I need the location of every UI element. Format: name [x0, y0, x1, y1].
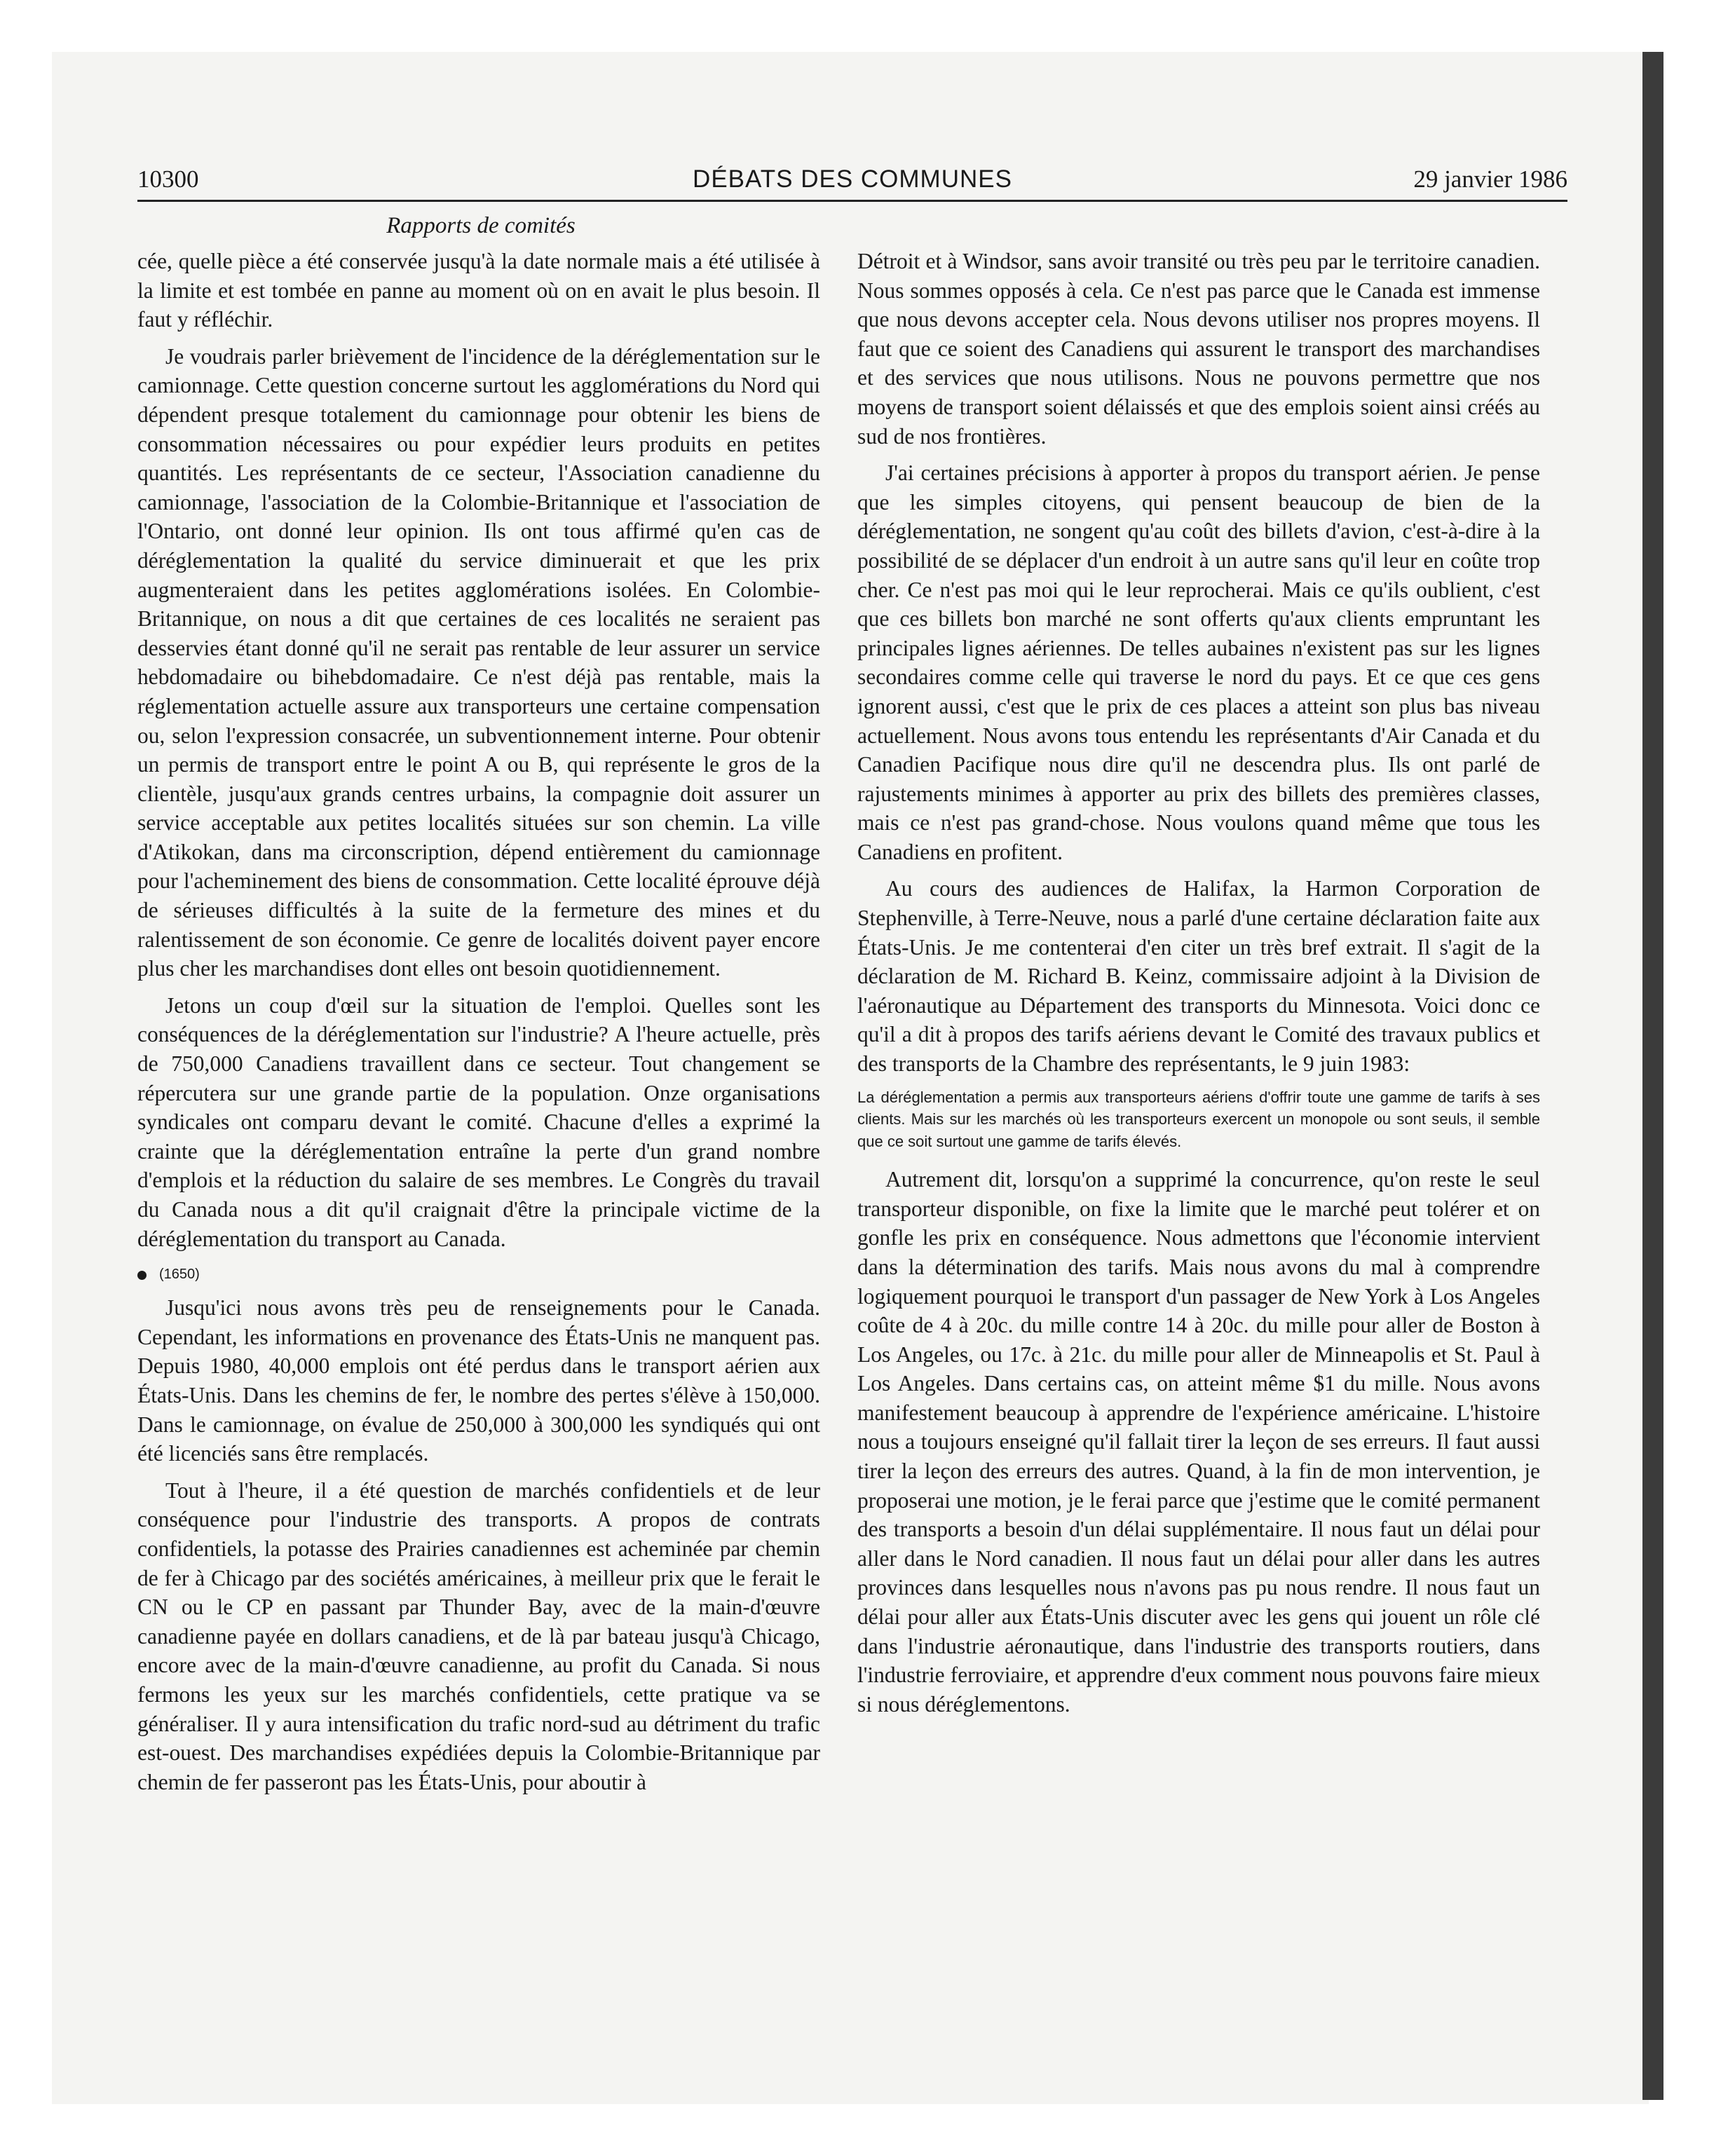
running-head: [137, 165, 1567, 199]
time-marker-label: (1650): [159, 1267, 200, 1283]
right-column: [857, 247, 1540, 1726]
paragraph: cée, quelle pièce a été conservée jusqu'à la date normale mais a été utilisée à la limite et est tombée en panne au moment où on en avait le plus besoin. Il faut y réfléchir.: [137, 249, 820, 332]
paragraph: Je voudrais parler brièvement de l'incidence de la déréglementation sur le camionnage. Cette question concerne surtout les agglomérations du Nord qui dépendent presque totalement du camionnage pour obtenir les biens de consommation nécessaires ou pour expédier leurs produits en petites quantités. Les représentants de ce secteur, l'Association canadienne du camionnage, l'association de la Colombie-Britannique et l'association de l'Ontario, ont donné leur opinion. Ils ont tous affirmé qu'en cas de déréglementation la qualité du service diminuerait et que les prix augmenteraient dans les petites agglomérations isolées. En Colombie-Britannique, on nous a dit que certaines de ces localités ne seraient pas desservies étant donné qu'il ne serait pas rentable de leur assurer un service hebdomadaire ou bihebdomadaire. Ce n'est déjà pas rentable, mais la réglementation actuelle assure aux transporteurs une certaine compensation ou, selon l'expression consacrée, un subventionnement interne. Pour obtenir un permis de transport entre le point A ou B, qui représente le gros de la clientèle, jusqu'aux grands centres urbains, la compagnie doit assurer un service acceptable aux petites localités situées sur son chemin. La ville d'Atikokan, dans ma circonscription, dépend entièrement du camionnage pour l'acheminement des biens de consommation. Cette localité éprouve déjà de sérieuses difficultés à la suite de la fermeture des mines et du ralentissement de son économie. Ce genre de localités doivent payer encore plus cher les marchandises dont elles ont besoin quotidiennement.: [137, 343, 820, 981]
block-quote: La déréglementation a permis aux transporteurs aériens d'offrir toute une gamme de tarifs à ses clients. Mais sur les marchés où les transporteurs exercent un monopole ou sont seuls, il semble que ce soit surtout une gamme de tarifs élevés.: [857, 1088, 1540, 1150]
left-column: [137, 247, 820, 1804]
paragraph: Au cours des audiences de Halifax, la Harmon Corporation de Stephenville, à Terre-Neuve, nous a parlé d'une certaine déclaration faite aux États-Unis. Je me contenterai d'en citer un très bref extrait. Il s'agit de la déclaration de M. Richard B. Keinz, commissaire adjoint à la Division de l'aéronautique au Département des transports du Minnesota. Voici donc ce qu'il a dit à propos des tarifs aériens devant le Comité des travaux publics et des transports de la Chambre des représentants, le 9 juin 1983:: [857, 876, 1540, 1077]
scan-edge-shadow: [1642, 52, 1663, 2100]
journal-title: DÉBATS DES COMMUNES: [693, 165, 1012, 193]
paragraph: Jusqu'ici nous avons très peu de renseignements pour le Canada. Cependant, les informations en provenance des États-Unis ne manquent pas. Depuis 1980, 40,000 emplois ont été perdus dans le transport aérien aux États-Unis. Dans les chemins de fer, le nombre des pertes s'élève à 150,000. Dans le camionnage, on évalue de 250,000 à 300,000 les syndiqués qui ont été licenciés sans être remplacés.: [137, 1295, 820, 1466]
issue-date: 29 janvier 1986: [1413, 165, 1567, 193]
paragraph: J'ai certaines précisions à apporter à propos du transport aérien. Je pense que les simples citoyens, qui pensent beaucoup de bien de la déréglementation, ne songent qu'au coût des billets d'avion, c'est-à-dire à la possibilité de se déplacer d'un endroit à un autre sans qu'il leur en coûte trop cher. Ce n'est pas moi qui le leur reprocherai. Mais ce qu'ils oublient, c'est que ces billets bon marché ne sont offerts qu'aux clients empruntant les principales lignes aériennes. De telles aubaines n'existent pas sur les lignes secondaires comme celle qui traverse le nord du pays. Et ce que ces gens ignorent aussi, c'est que le prix de ces places a atteint son plus bas niveau actuellement. Nous avons tous entendu les représentants d'Air Canada et du Canadien Pacifique nous dire qu'il ne descendra plus. Ils ont parlé de rajustements minimes à apporter au prix des billets des premières classes, mais ce n'est pas grand-chose. Nous voulons quand même que tous les Canadiens en profitent.: [857, 460, 1540, 864]
paragraph: Tout à l'heure, il a été question de marchés confidentiels et de leur conséquence pour l'industrie des transports. A propos de contrats confidentiels, la potasse des Prairies canadiennes est acheminée par chemin de fer à Chicago par des sociétés américaines, à meilleur prix que le ferait le CN ou le CP en passant par Thunder Bay, avec de la main-d'œuvre canadienne payée en dollars canadiens, et de là par bateau jusqu'à Chicago, encore avec de la main-d'œuvre canadienne, au profit du Canada. Si nous fermons les yeux sur les marchés confidentiels, cette pratique va se généraliser. Il y aura intensification du trafic nord-sud au détriment du trafic est-ouest. Des marchandises expédiées depuis la Colombie-Britannique par chemin de fer passeront pas les États-Unis, pour aboutir à: [137, 1478, 820, 1794]
header-rule: [137, 200, 1567, 202]
paragraph: Autrement dit, lorsqu'on a supprimé la concurrence, qu'on reste le seul transporteur disponible, on fixe la limite que le marché peut tolérer et on gonfle les prix en conséquence. Nous admettons que l'économie intervient dans la détermination des tarifs. Mais nous avons du mal à comprendre logiquement pourquoi le transport d'un passager de New York à Los Angeles coûte de 4 à 20c. du mille contre 14 à 20c. du mille pour aller de Boston à Los Angeles, ou 17c. à 21c. du mille pour aller de Minneapolis et St. Paul à Los Angeles. Dans certains cas, on atteint même $1 du mille. Nous avons manifestement beaucoup à apprendre de l'expérience américaine. L'histoire nous a toujours enseigné qu'il fallait tirer la leçon de ses erreurs. Il faut aussi tirer la leçon des erreurs des autres. Quand, à la fin de mon intervention, je proposerai une motion, je le ferai parce que j'estime que le comité permanent des transports a besoin d'un délai supplémentaire. Il nous faut un délai pour aller dans le Nord canadien. Il nous faut un délai pour aller dans les autres provinces dans lesquelles nous n'avons pas pu nous rendre. Il nous faut un délai pour aller aux États-Unis discuter avec les gens qui jouent un rôle clé dans l'industrie aéronautique, dans l'industrie des transports routiers, dans l'industrie ferroviaire, et apprendre d'eux comment nous pouvons faire mieux si nous déréglementons.: [857, 1167, 1540, 1717]
paragraph: Détroit et à Windsor, sans avoir transité ou très peu par le territoire canadien. Nous sommes opposés à cela. Ce n'est pas parce que le Canada est immense que nous devons accepter cela. Nous devons utiliser nos propres moyens. Il faut que ce soient des Canadiens qui assurent le transport des marchandises et des services que nous utilisons. Nous ne pouvons permettre que nos moyens de transport soient délaissés et que des emplois soient ainsi créés au sud de nos frontières.: [857, 249, 1540, 449]
time-marker: [137, 1261, 820, 1289]
paragraph: Jetons un coup d'œil sur la situation de l'emploi. Quelles sont les conséquences de la déréglementation sur l'industrie? A l'heure actuelle, près de 750,000 Canadiens travaillent dans ce secteur. Tout changement se répercutera sur une grande partie de la population. Onze organisations syndicales ont comparu devant le comité. Chacune d'elles a exprimé la crainte que la déréglementation entraîne la perte d'un grand nombre d'emplois et la réduction du salaire de ses membres. Le Congrès du travail du Canada nous a dit qu'il craignait d'être la principale victime de la déréglementation du transport au Canada.: [137, 992, 820, 1251]
bullet-icon: [137, 1271, 147, 1280]
section-title: Rapports de comités: [386, 213, 576, 238]
page-number: 10300: [137, 165, 199, 193]
